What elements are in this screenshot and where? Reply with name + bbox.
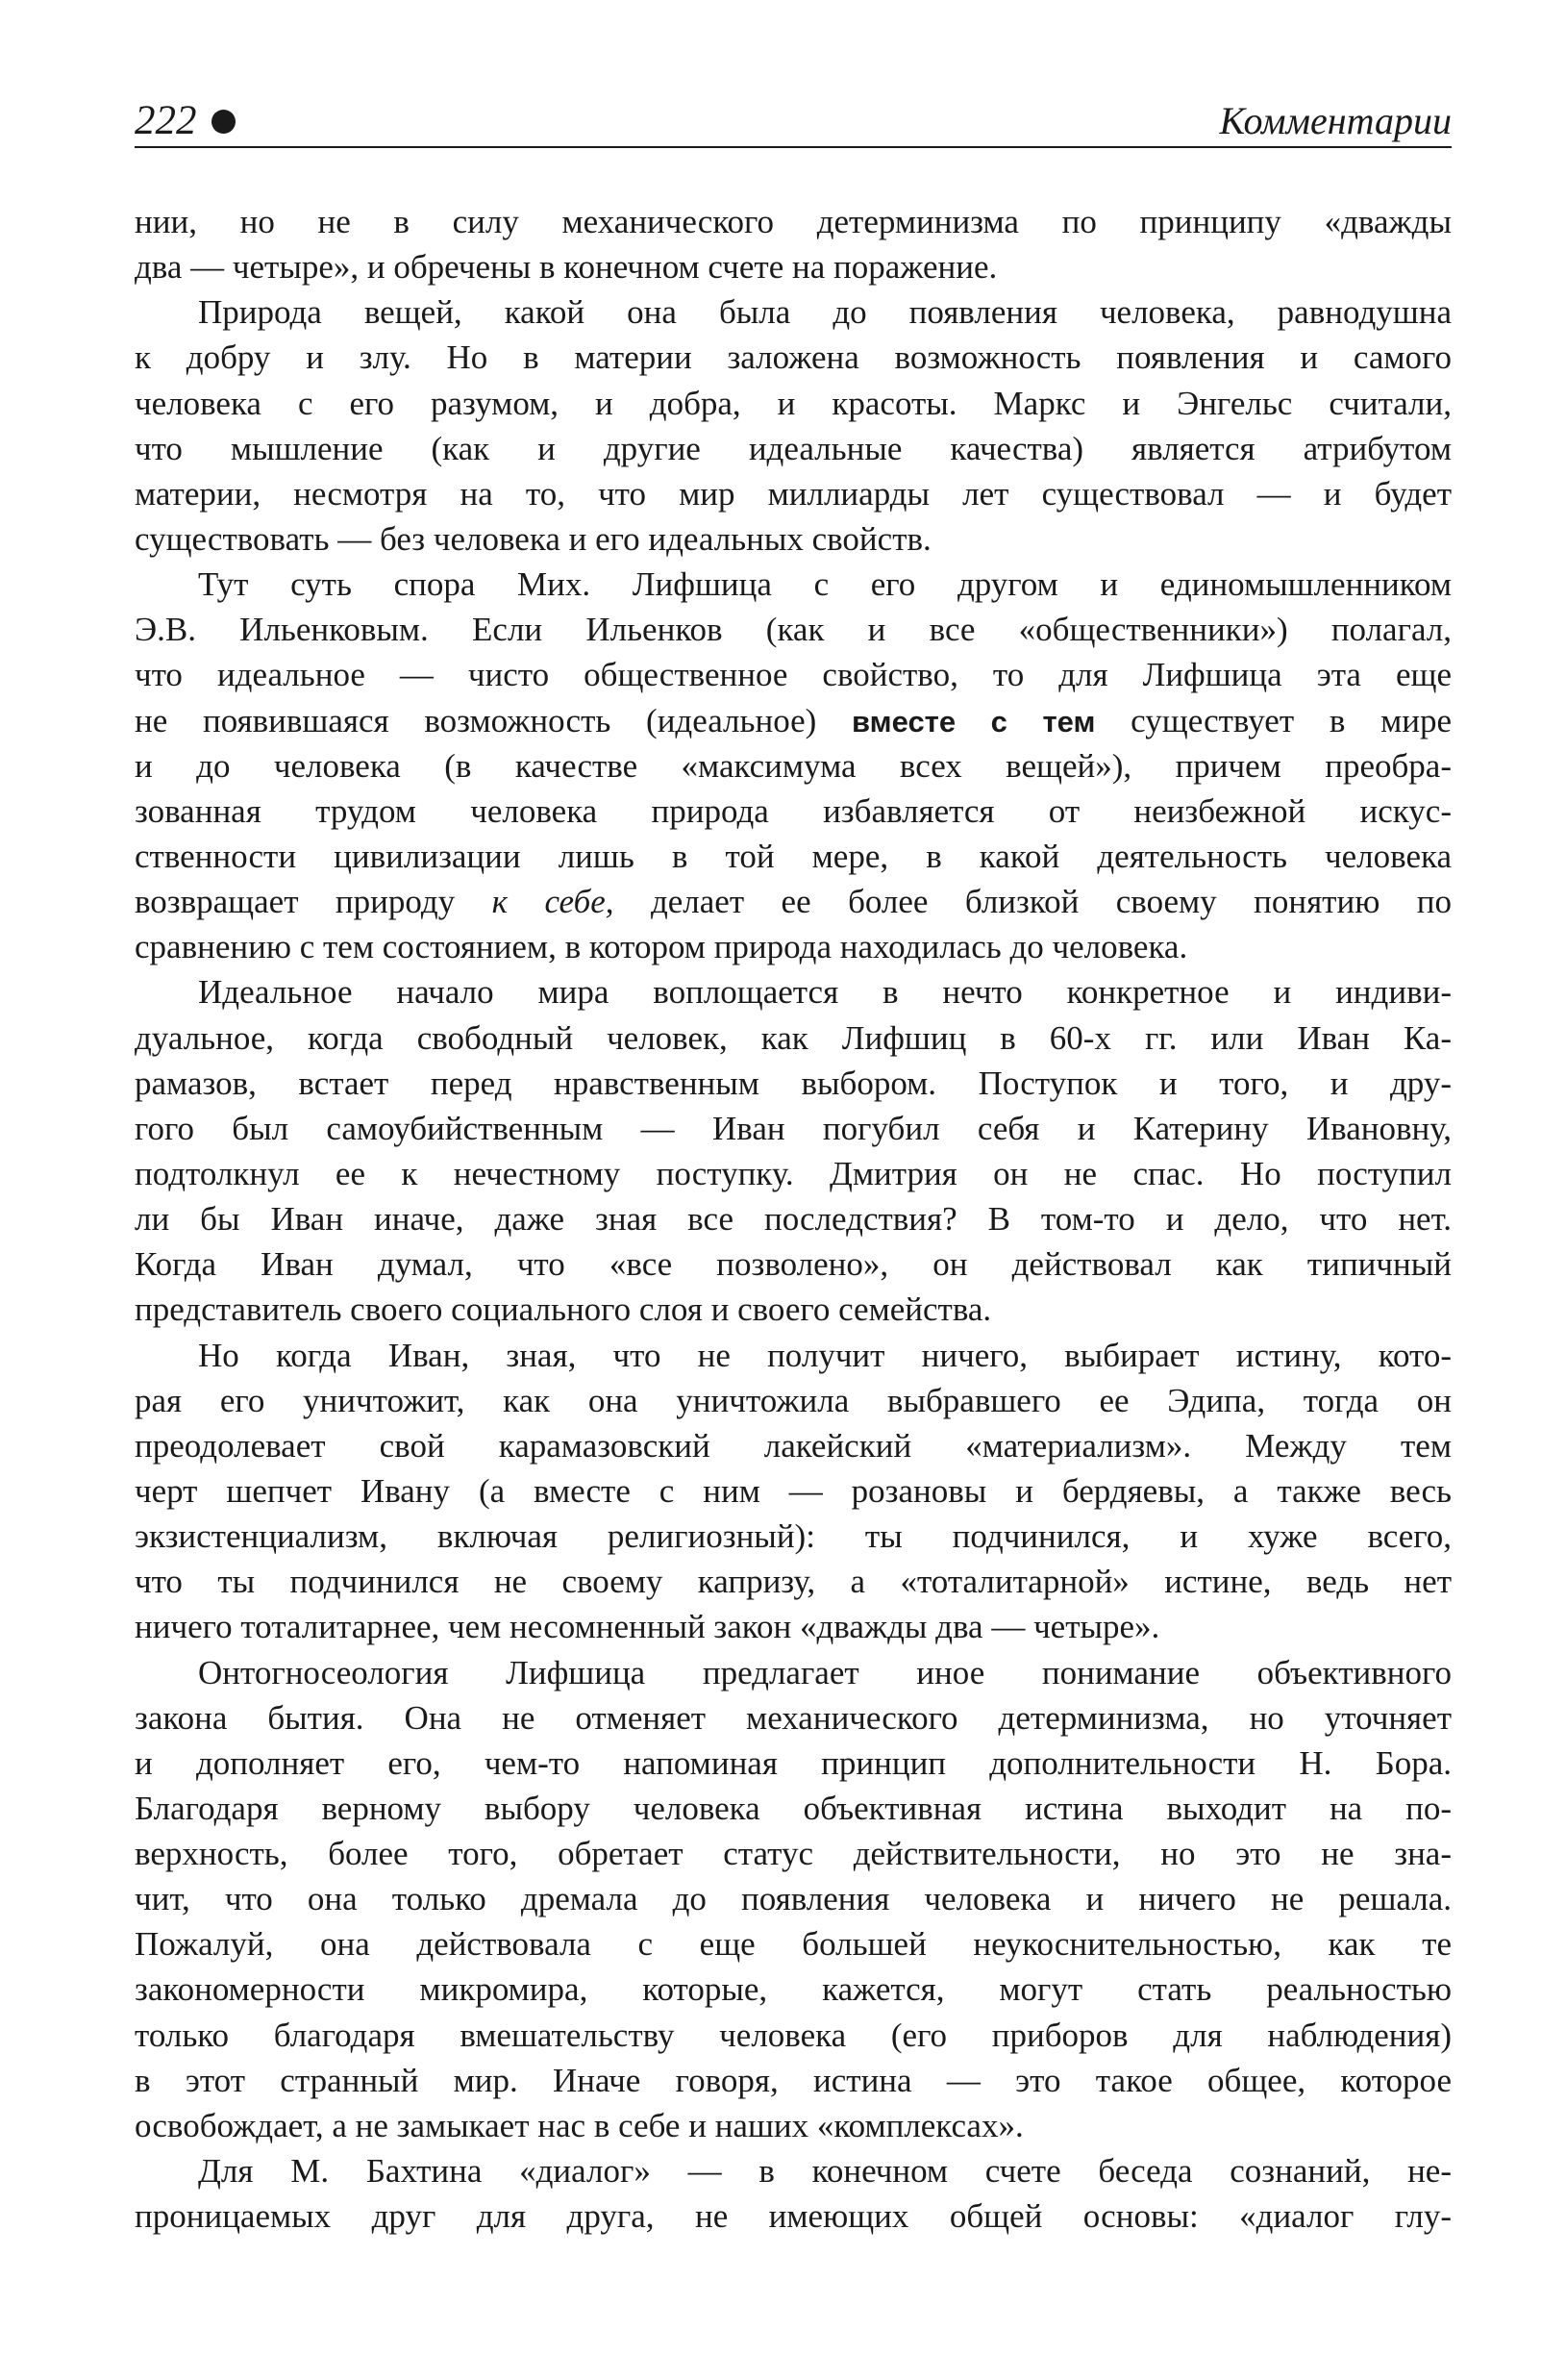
- page-header: [135, 94, 1452, 154]
- text-line: человека с его разумом, и добра, и красоты. Маркс и Энгельс считали,: [135, 384, 1452, 422]
- text-run: не появившаяся возможность (идеальное): [135, 701, 853, 739]
- text-line: что мышление (как и другие идеальные качества) является атрибутом: [135, 429, 1452, 467]
- text-run: существует в мире: [1095, 701, 1452, 739]
- text-line: ли бы Иван иначе, даже зная все последствия? В том-то и дело, что нет.: [135, 1200, 1452, 1239]
- text-line: в этот странный мир. Иначе говоря, истина — это такое общее, которое: [135, 2061, 1452, 2099]
- text-line: преодолевает свой карамазовский лакейский «материализм». Между тем: [135, 1426, 1452, 1465]
- text-line: Пожалуй, она действовала с еще большей неукоснительностью, как те: [135, 1925, 1452, 1964]
- text-line: Онтогносеология Лифшица предлагает иное понимание объективного: [198, 1653, 1452, 1691]
- text-line: ничего тоталитарнее, чем несомненный закон «дважды два — четыре».: [135, 1608, 1160, 1646]
- text-line: Идеальное начало мира воплощается в нечто конкретное и индиви-: [198, 973, 1452, 1012]
- text-line: сравнению с тем состоянием, в котором природа находилась до человека.: [135, 928, 1188, 966]
- text-line: только благодаря вмешательству человека (его приборов для наблюдения): [135, 2016, 1452, 2054]
- text-line: Э.В. Ильенковым. Если Ильенков (как и все «общественники») полагал,: [135, 611, 1452, 649]
- text-line: ственности цивилизации лишь в той мере, в какой деятельность человека: [135, 837, 1452, 875]
- text-line: существовать — без человека и его идеальных свойств.: [135, 519, 932, 558]
- text-line: верхность, более того, обретает статус действительности, но это не зна-: [135, 1835, 1452, 1873]
- bold-phrase: вместе с тем: [852, 704, 1096, 739]
- page-number: 222: [135, 98, 197, 143]
- text-line: закона бытия. Она не отменяет механического детерминизма, но уточняет: [135, 1698, 1452, 1737]
- text-line: материи, несмотря на то, что мир миллиарды лет существовал — и будет: [135, 474, 1452, 513]
- text-run: возвращает природу: [135, 883, 492, 921]
- text-line: [135, 879, 1452, 924]
- text-line: Но когда Иван, зная, что не получит ничего, выбирает истину, кото-: [198, 1336, 1452, 1374]
- text-line: дуальное, когда свободный человек, как Лифшиц в 60-х гг. или Иван Ка-: [135, 1018, 1452, 1057]
- text-line: к добру и злу. Но в материи заложена возможность появления и самого: [135, 338, 1452, 377]
- text-run: делает ее более близкой своему понятию по: [613, 883, 1453, 921]
- text-line: Для М. Бахтина «диалог» — в конечном счете беседа сознаний, не-: [198, 2152, 1452, 2191]
- text-line: зованная трудом человека природа избавляется от неизбежной искус-: [135, 791, 1452, 830]
- header-rule: [135, 146, 1452, 148]
- text-line: рамазов, встает перед нравственным выбором. Поступок и того, и дру-: [135, 1064, 1452, 1102]
- text-line: Благодаря верному выбору человека объективная истина выходит на по-: [135, 1789, 1452, 1827]
- text-line: черт шепчет Ивану (а вместе с ним — розановы и бердяевы, а также весь: [135, 1471, 1452, 1510]
- text-line: гого был самоубийственным — Иван погубил себя и Катерину Ивановну,: [135, 1109, 1452, 1147]
- text-line: подтолкнул ее к нечестному поступку. Дмитрия он не спас. Но поступил: [135, 1154, 1452, 1192]
- text-line: [135, 698, 1452, 743]
- text-line: Природа вещей, какой она была до появления человека, равнодушна: [198, 293, 1452, 332]
- text-line: представитель своего социального слоя и своего семейства.: [135, 1290, 992, 1329]
- text-line: освобождает, а не замыкает нас в себе и наших «комплексах».: [135, 2106, 1024, 2144]
- text-line: Тут суть спора Мих. Лифшица с его другом и единомышленником: [198, 565, 1452, 604]
- text-line: что идеальное — чисто общественное свойство, то для Лифшица эта еще: [135, 656, 1452, 694]
- text-line: экзистенциализм, включая религиозный): ты подчинился, и хуже всего,: [135, 1517, 1452, 1556]
- text-line: Когда Иван думал, что «все позволено», он действовал как типичный: [135, 1245, 1452, 1284]
- text-line: два — четыре», и обречены в конечном счете на поражение.: [135, 248, 998, 287]
- body-text: [135, 199, 1452, 2239]
- italic-phrase: к себе,: [491, 883, 614, 921]
- text-line: нии, но не в силу механического детерминизма по принципу «дважды: [135, 203, 1452, 240]
- text-line: закономерности микромира, которые, кажется, могут стать реальностью: [135, 1970, 1452, 2009]
- text-line: и до человека (в качестве «максимума всех вещей»), причем преобра-: [135, 746, 1452, 785]
- text-line: проницаемых друг для друга, не имеющих общей основы: «диалог глу-: [135, 2197, 1452, 2236]
- bullet-icon: [211, 110, 236, 134]
- text-line: что ты подчинился не своему капризу, а «тоталитарной» истине, ведь нет: [135, 1563, 1452, 1601]
- running-head: Комментарии: [1219, 99, 1452, 142]
- text-line: и дополняет его, чем-то напоминая принцип дополнительности Н. Бора.: [135, 1743, 1452, 1782]
- text-line: чит, что она только дремала до появления человека и ничего не решала.: [135, 1880, 1452, 1918]
- text-line: рая его уничтожит, как она уничтожила выбравшего ее Эдипа, тогда он: [135, 1381, 1452, 1419]
